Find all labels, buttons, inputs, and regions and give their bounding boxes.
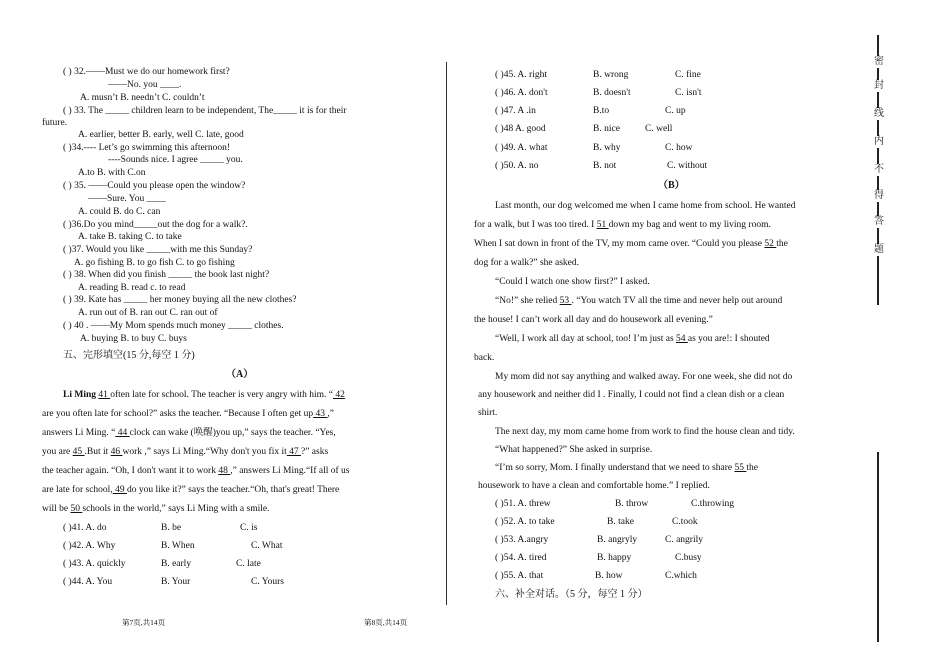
- passage-a-text: do you like it?” says the teacher.“Oh, that's great! There: [126, 485, 340, 495]
- passage-a-text: will be: [42, 504, 69, 514]
- page-footer-right: 第8页,共14页: [364, 618, 408, 627]
- passage-a-text: are late for school,: [42, 485, 113, 495]
- option-row-48: [495, 123, 755, 135]
- option-c: C.which: [665, 571, 697, 581]
- option-c: C. fine: [675, 70, 701, 80]
- option-row-42: [63, 540, 323, 552]
- blank-50: 50: [70, 504, 83, 514]
- q34-options: A.to B. with C.on: [78, 168, 146, 178]
- passage-a-line: [42, 484, 339, 496]
- seal-label-char: 得: [874, 190, 884, 201]
- passage-a-text: ,” answers Li Ming.“If all of us: [230, 466, 350, 476]
- passage-a-line: [63, 389, 345, 401]
- passage-a-name: Li Ming: [63, 390, 96, 400]
- passage-a-line: [42, 408, 334, 420]
- passage-a-text: ?” asks: [301, 447, 329, 457]
- passage-a-text: clock can wake (唤醒)you up,” says the teacher. “Yes,: [129, 428, 336, 438]
- q33-stem-cont: future.: [42, 118, 68, 128]
- binding-line-bottom: [877, 452, 879, 642]
- q34-reply: ----Sounds nice. I agree _____ you.: [108, 155, 243, 165]
- option-row-55: [495, 570, 755, 582]
- q40-options: A. buying B. to buy C. buys: [80, 334, 187, 344]
- seal-label-char: 答: [874, 216, 884, 227]
- option-row-49: [495, 142, 755, 154]
- option-a: ( )45. A. right: [495, 70, 547, 80]
- option-c: C. Yours: [251, 577, 285, 587]
- blank-41: 41: [98, 390, 111, 400]
- passage-b-line: dog for a walk?” she asked.: [474, 258, 579, 268]
- passage-b-text: the: [776, 239, 788, 249]
- option-a: ( )49. A. what: [495, 143, 548, 153]
- passage-b-line: any housework and neither did I . Finally, I could not find a clean dish or a clean: [478, 390, 785, 400]
- q38-stem: ( ) 38. When did you finish _____ the book last night?: [63, 270, 270, 280]
- q39-options: A. run out of B. ran out C. ran out of: [78, 308, 218, 318]
- passage-a-text: schools in the world,” says Li Ming with a smile.: [82, 504, 270, 514]
- option-row-41: [63, 522, 323, 534]
- blank-51: 51: [596, 220, 609, 230]
- option-b: B. take: [607, 517, 634, 527]
- option-b: B. nice: [593, 124, 620, 134]
- passage-a-line: [42, 427, 336, 439]
- seal-label-char: 密: [874, 56, 884, 67]
- passage-a-line: [42, 503, 269, 515]
- seal-label-char: 封: [874, 80, 884, 91]
- passage-b-line: [495, 295, 782, 307]
- passage-b-line: [474, 238, 788, 250]
- passage-a-line: [42, 465, 349, 477]
- option-c: C. well: [645, 124, 673, 134]
- option-a: ( )41. A. do: [63, 523, 107, 533]
- passage-a-text: you are: [42, 447, 71, 457]
- part-b-title: （B）: [658, 180, 685, 191]
- q37-stem: ( )37. Would you like _____with me this Sunday?: [63, 245, 253, 255]
- passage-b-line: [474, 219, 771, 231]
- option-b: B. early: [161, 559, 192, 569]
- option-row-46: [495, 87, 755, 99]
- passage-b-text: “I’m so sorry, Mom. I finally understand that we need to share: [495, 463, 733, 473]
- option-c: C. how: [665, 143, 693, 153]
- passage-b-line: [495, 333, 770, 345]
- seal-label-char: 题: [874, 244, 884, 255]
- option-b: B.to: [593, 106, 610, 116]
- passage-b-text: When I sat down in front of the TV, my mom came over. “Could you please: [474, 239, 763, 249]
- option-a: ( )42. A. Why: [63, 541, 116, 551]
- option-row-53: [495, 534, 755, 546]
- column-divider: [446, 62, 447, 605]
- blank-54: 54: [676, 334, 688, 344]
- passage-a-text: answers Li Ming. “: [42, 428, 116, 438]
- q37-options: A. go fishing B. to go fish C. to go fishing: [74, 258, 235, 268]
- blank-53: 53: [559, 296, 572, 306]
- passage-a-text: ,”: [327, 409, 335, 419]
- option-b: B. angryly: [597, 535, 638, 545]
- seal-label-char: 线: [874, 108, 884, 119]
- blank-43: 43: [313, 409, 328, 419]
- option-a: ( )52. A. to take: [495, 517, 555, 527]
- passage-b-line: The next day, my mom came home from work to find the house clean and tidy.: [495, 427, 795, 437]
- q39-stem: ( ) 39. Kate has _____ her money buying all the new clothes?: [63, 295, 297, 305]
- q35-stem: ( ) 35. ——Could you please open the window?: [63, 181, 246, 191]
- passage-a-text: work ,” says Li Ming.“Why don't you fix it: [122, 447, 287, 457]
- passage-a-text: the teacher again. “Oh, I don't want it to work: [42, 466, 216, 476]
- blank-46: 46: [110, 447, 123, 457]
- option-a: ( )46. A. don't: [495, 88, 548, 98]
- passage-b-line: “What happened?” She asked in surprise.: [495, 445, 653, 455]
- option-c: C. isn't: [675, 88, 702, 98]
- option-c: C. without: [667, 161, 708, 171]
- option-b: B. Your: [161, 577, 191, 587]
- blank-48: 48: [218, 466, 231, 476]
- option-row-52: [495, 516, 755, 528]
- blank-45: 45: [72, 447, 85, 457]
- option-c: C.took: [672, 517, 698, 527]
- blank-52: 52: [764, 239, 777, 249]
- blank-42: 42: [333, 390, 345, 400]
- passage-a-text: are you often late for school?” asks the teacher. “Because I often get up: [42, 409, 314, 419]
- option-c: C. up: [665, 106, 686, 116]
- passage-b-line: Last month, our dog welcomed me when I came home from school. He wanted: [495, 201, 796, 211]
- q36-options: A. take B. taking C. to take: [78, 232, 182, 242]
- section5-title: 五、完形填空(15 分,每空 1 分): [63, 350, 195, 361]
- q40-stem: ( ) 40 . ——My Mom spends much money _____ clothes.: [63, 321, 284, 331]
- part-a-title: （A）: [226, 369, 254, 380]
- option-row-54: [495, 552, 755, 564]
- option-row-43: [63, 558, 323, 570]
- option-b: B. be: [161, 523, 182, 533]
- q38-options: A. reading B. read c. to read: [78, 283, 186, 293]
- option-b: B. why: [593, 143, 621, 153]
- passage-b-line: My mom did not say anything and walked away. For one week, she did not do: [495, 372, 793, 382]
- passage-b-text: the: [746, 463, 758, 473]
- option-b: B. throw: [615, 499, 649, 509]
- option-c: C.throwing: [691, 499, 735, 509]
- seal-label-char: 内: [874, 136, 884, 147]
- option-a: ( )53. A.angry: [495, 535, 549, 545]
- option-b: B. how: [595, 571, 623, 581]
- q32-reply: ——No. you ____.: [108, 80, 182, 90]
- passage-b-line: housework to have a clean and comfortable home.” I replied.: [478, 481, 710, 491]
- passage-b-line: the house! I can’t work all day and do housework all evening.”: [474, 315, 713, 325]
- option-b: B. When: [161, 541, 195, 551]
- option-row-50: [495, 160, 755, 172]
- option-b: B. not: [593, 161, 617, 171]
- passage-a-text: .But it: [84, 447, 109, 457]
- passage-b-line: shirt.: [478, 408, 498, 418]
- option-c: C. What: [251, 541, 283, 551]
- option-row-45: [495, 69, 755, 81]
- passage-b-text: down my bag and went to my living room.: [608, 220, 771, 230]
- blank-55: 55: [734, 463, 747, 473]
- passage-b-text: “Well, I work all day at school, too! I’m just as: [495, 334, 674, 344]
- blank-44: 44: [115, 428, 130, 438]
- option-c: C.busy: [675, 553, 702, 563]
- option-c: C. angrily: [665, 535, 703, 545]
- option-b: B. doesn't: [593, 88, 631, 98]
- option-a: ( )50. A. no: [495, 161, 539, 171]
- option-a: ( )51. A. threw: [495, 499, 551, 509]
- q35-options: A. could B. do C. can: [78, 207, 161, 217]
- option-b: B. wrong: [593, 70, 629, 80]
- q35-reply: ——Sure. You ____: [88, 194, 166, 204]
- option-row-44: [63, 576, 323, 588]
- page-footer-left: 第7页,共14页: [122, 618, 166, 627]
- q33-stem: ( ) 33. The _____ children learn to be independent, The_____ it is for their: [63, 106, 347, 116]
- option-row-47: [495, 105, 755, 117]
- q32-options: A. musn’t B. needn’t C. couldn’t: [80, 93, 205, 103]
- passage-b-line: [495, 462, 758, 474]
- q34-stem: ( )34.---- Let’s go swimming this afternoon!: [63, 143, 231, 153]
- option-a: ( )44. A. You: [63, 577, 113, 587]
- passage-b-line: back.: [474, 353, 495, 363]
- option-row-51: [495, 498, 755, 510]
- option-c: C. is: [240, 523, 258, 533]
- q32-stem: ( ) 32.——Must we do our homework first?: [63, 67, 230, 77]
- option-a: ( )54. A. tired: [495, 553, 547, 563]
- passage-b-text: . “You watch TV all the time and never help out around: [571, 296, 783, 306]
- option-a: ( )47. A .in: [495, 106, 536, 116]
- passage-b-text: “No!” she relied: [495, 296, 558, 306]
- passage-b-text: for a walk, but I was too tired. I: [474, 220, 595, 230]
- passage-a-text: often late for school. The teacher is very angry with him. “: [110, 390, 333, 400]
- passage-a-line: [42, 446, 328, 458]
- passage-b-text: as you are!: I shouted: [687, 334, 770, 344]
- passage-b-line: “Could I watch one show first?” I asked.: [495, 277, 650, 287]
- option-b: B. happy: [597, 553, 632, 563]
- section6-title: 六、补全对话。（5 分，每空 1 分）: [495, 589, 648, 600]
- option-a: ( )55. A. that: [495, 571, 544, 581]
- blank-47: 47: [286, 447, 301, 457]
- blank-49: 49: [112, 485, 127, 495]
- option-c: C. late: [236, 559, 261, 569]
- q33-options: A. earlier, better B. early, well C. late, good: [78, 130, 244, 140]
- option-a: ( )43. A. quickly: [63, 559, 126, 569]
- option-a: ( )48 A. good: [495, 124, 546, 134]
- q36-stem: ( )36.Do you mind_____out the dog for a walk?.: [63, 220, 248, 230]
- seal-label-char: 不: [874, 164, 884, 175]
